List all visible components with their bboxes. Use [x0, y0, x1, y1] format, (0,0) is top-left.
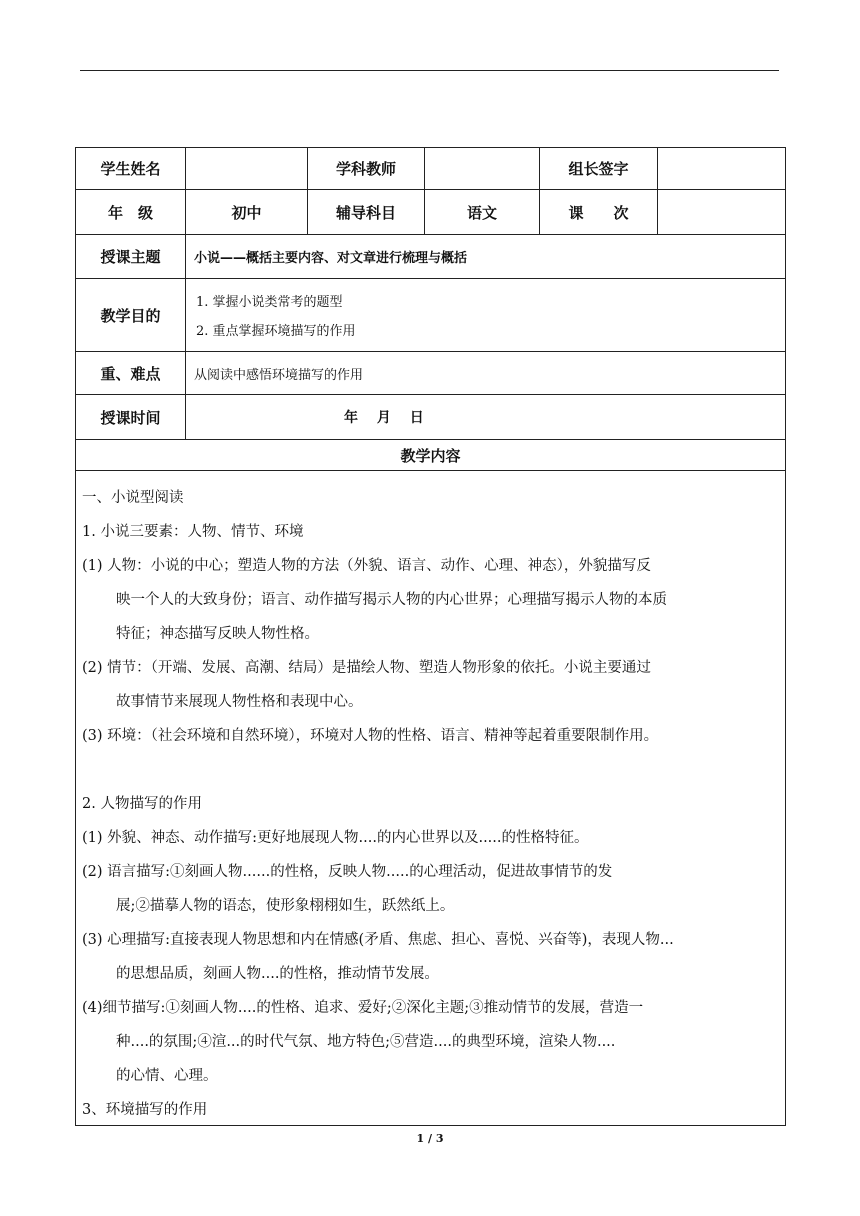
content-title: 教学内容 — [400, 446, 461, 465]
date-text: 年 月 日 — [344, 410, 424, 426]
page-number: 1 / 3 — [416, 1132, 444, 1145]
content-line — [82, 753, 779, 787]
teacher-label: 学科教师 — [308, 148, 425, 189]
content-line: 展;②描摹人物的语态，使形象栩栩如生，跃然纸上。 — [116, 898, 455, 914]
goals-list — [186, 279, 785, 351]
subject-label: 辅导科目 — [308, 190, 425, 234]
lesson-count-label: 课 次 — [540, 190, 658, 234]
student-name-label: 学生姓名 — [76, 148, 186, 189]
content-line: (3) 环境：（社会环境和自然环境），环境对人物的性格、语言、精神等起着重要限制作用。 — [82, 728, 659, 744]
subject-value: 语文 — [425, 190, 540, 234]
content-line: (3) 心理描写:直接表现人物思想和内在情感(矛盾、焦虑、担心、喜悦、兴奋等)，表现人物... — [82, 932, 674, 948]
time-field[interactable] — [186, 395, 785, 439]
leader-sign-label: 组长签字 — [540, 148, 658, 189]
grade-value: 初中 — [186, 190, 308, 234]
content-line: 1. 小说三要素：人物、情节、环境 — [82, 524, 304, 540]
table-row — [76, 148, 785, 190]
teacher-field[interactable] — [425, 148, 540, 189]
header-rule — [80, 70, 779, 71]
content-line: 映一个人的大致身份；语言、动作描写揭示人物的内心世界；心理描写揭示人物的本质 — [116, 592, 667, 608]
list-item: 2. 重点掌握环境描写的作用 — [196, 324, 356, 339]
content-line: 一、小说型阅读 — [82, 490, 184, 506]
table-row — [76, 235, 785, 279]
table-row — [76, 190, 785, 235]
content-line: 种....的氛围;④渲...的时代气氛、地方特色;⑤营造....的典型环境，渲染人物.... — [116, 1034, 616, 1050]
content-line: (1) 外貌、神态、动作描写:更好地展现人物....的内心世界以及.....的性格特征。 — [82, 830, 589, 846]
content-line: 故事情节来展现人物性格和表现中心。 — [116, 694, 363, 710]
table-row — [76, 279, 785, 352]
goals-label: 教学目的 — [76, 279, 186, 351]
topic-label: 授课主题 — [76, 235, 186, 278]
lesson-plan-table — [75, 147, 786, 1126]
table-row — [76, 352, 785, 395]
list-item: 1. 掌握小说类常考的题型 — [196, 295, 343, 310]
grade-label: 年 级 — [76, 190, 186, 234]
content-line: (2) 语言描写:①刻画人物......的性格，反映人物.....的心理活动，促进故事情节的发 — [82, 864, 613, 880]
focus-label: 重、难点 — [76, 352, 186, 394]
topic-value: 小说——概括主要内容、对文章进行梳理与概括 — [194, 251, 468, 266]
table-row — [76, 395, 785, 440]
content-line: (1) 人物：小说的中心；塑造人物的方法（外貌、语言、动作、心理、神态），外貌描写反 — [82, 558, 651, 574]
lesson-count-field[interactable] — [658, 190, 785, 234]
content-line: 3、环境描写的作用 — [82, 1102, 208, 1118]
table-row — [76, 440, 785, 471]
content-line: 2. 人物描写的作用 — [82, 796, 202, 812]
leader-sign-field[interactable] — [658, 148, 785, 189]
content-line: 特征；神态描写反映人物性格。 — [116, 626, 319, 642]
content-line: 的思想品质，刻画人物....的性格，推动情节发展。 — [116, 966, 439, 982]
content-line: (2) 情节：（开端、发展、高潮、结局）是描绘人物、塑造人物形象的依托。小说主要通过 — [82, 660, 651, 676]
student-name-field[interactable] — [186, 148, 308, 189]
teaching-content — [76, 471, 785, 1125]
content-line: (4)细节描写:①刻画人物....的性格、追求、爱好;②深化主题;③推动情节的发展，营造一 — [82, 1000, 644, 1016]
content-line: 的心情、心理。 — [116, 1068, 218, 1084]
time-label: 授课时间 — [76, 395, 186, 439]
focus-value: 从阅读中感悟环境描写的作用 — [194, 367, 364, 383]
